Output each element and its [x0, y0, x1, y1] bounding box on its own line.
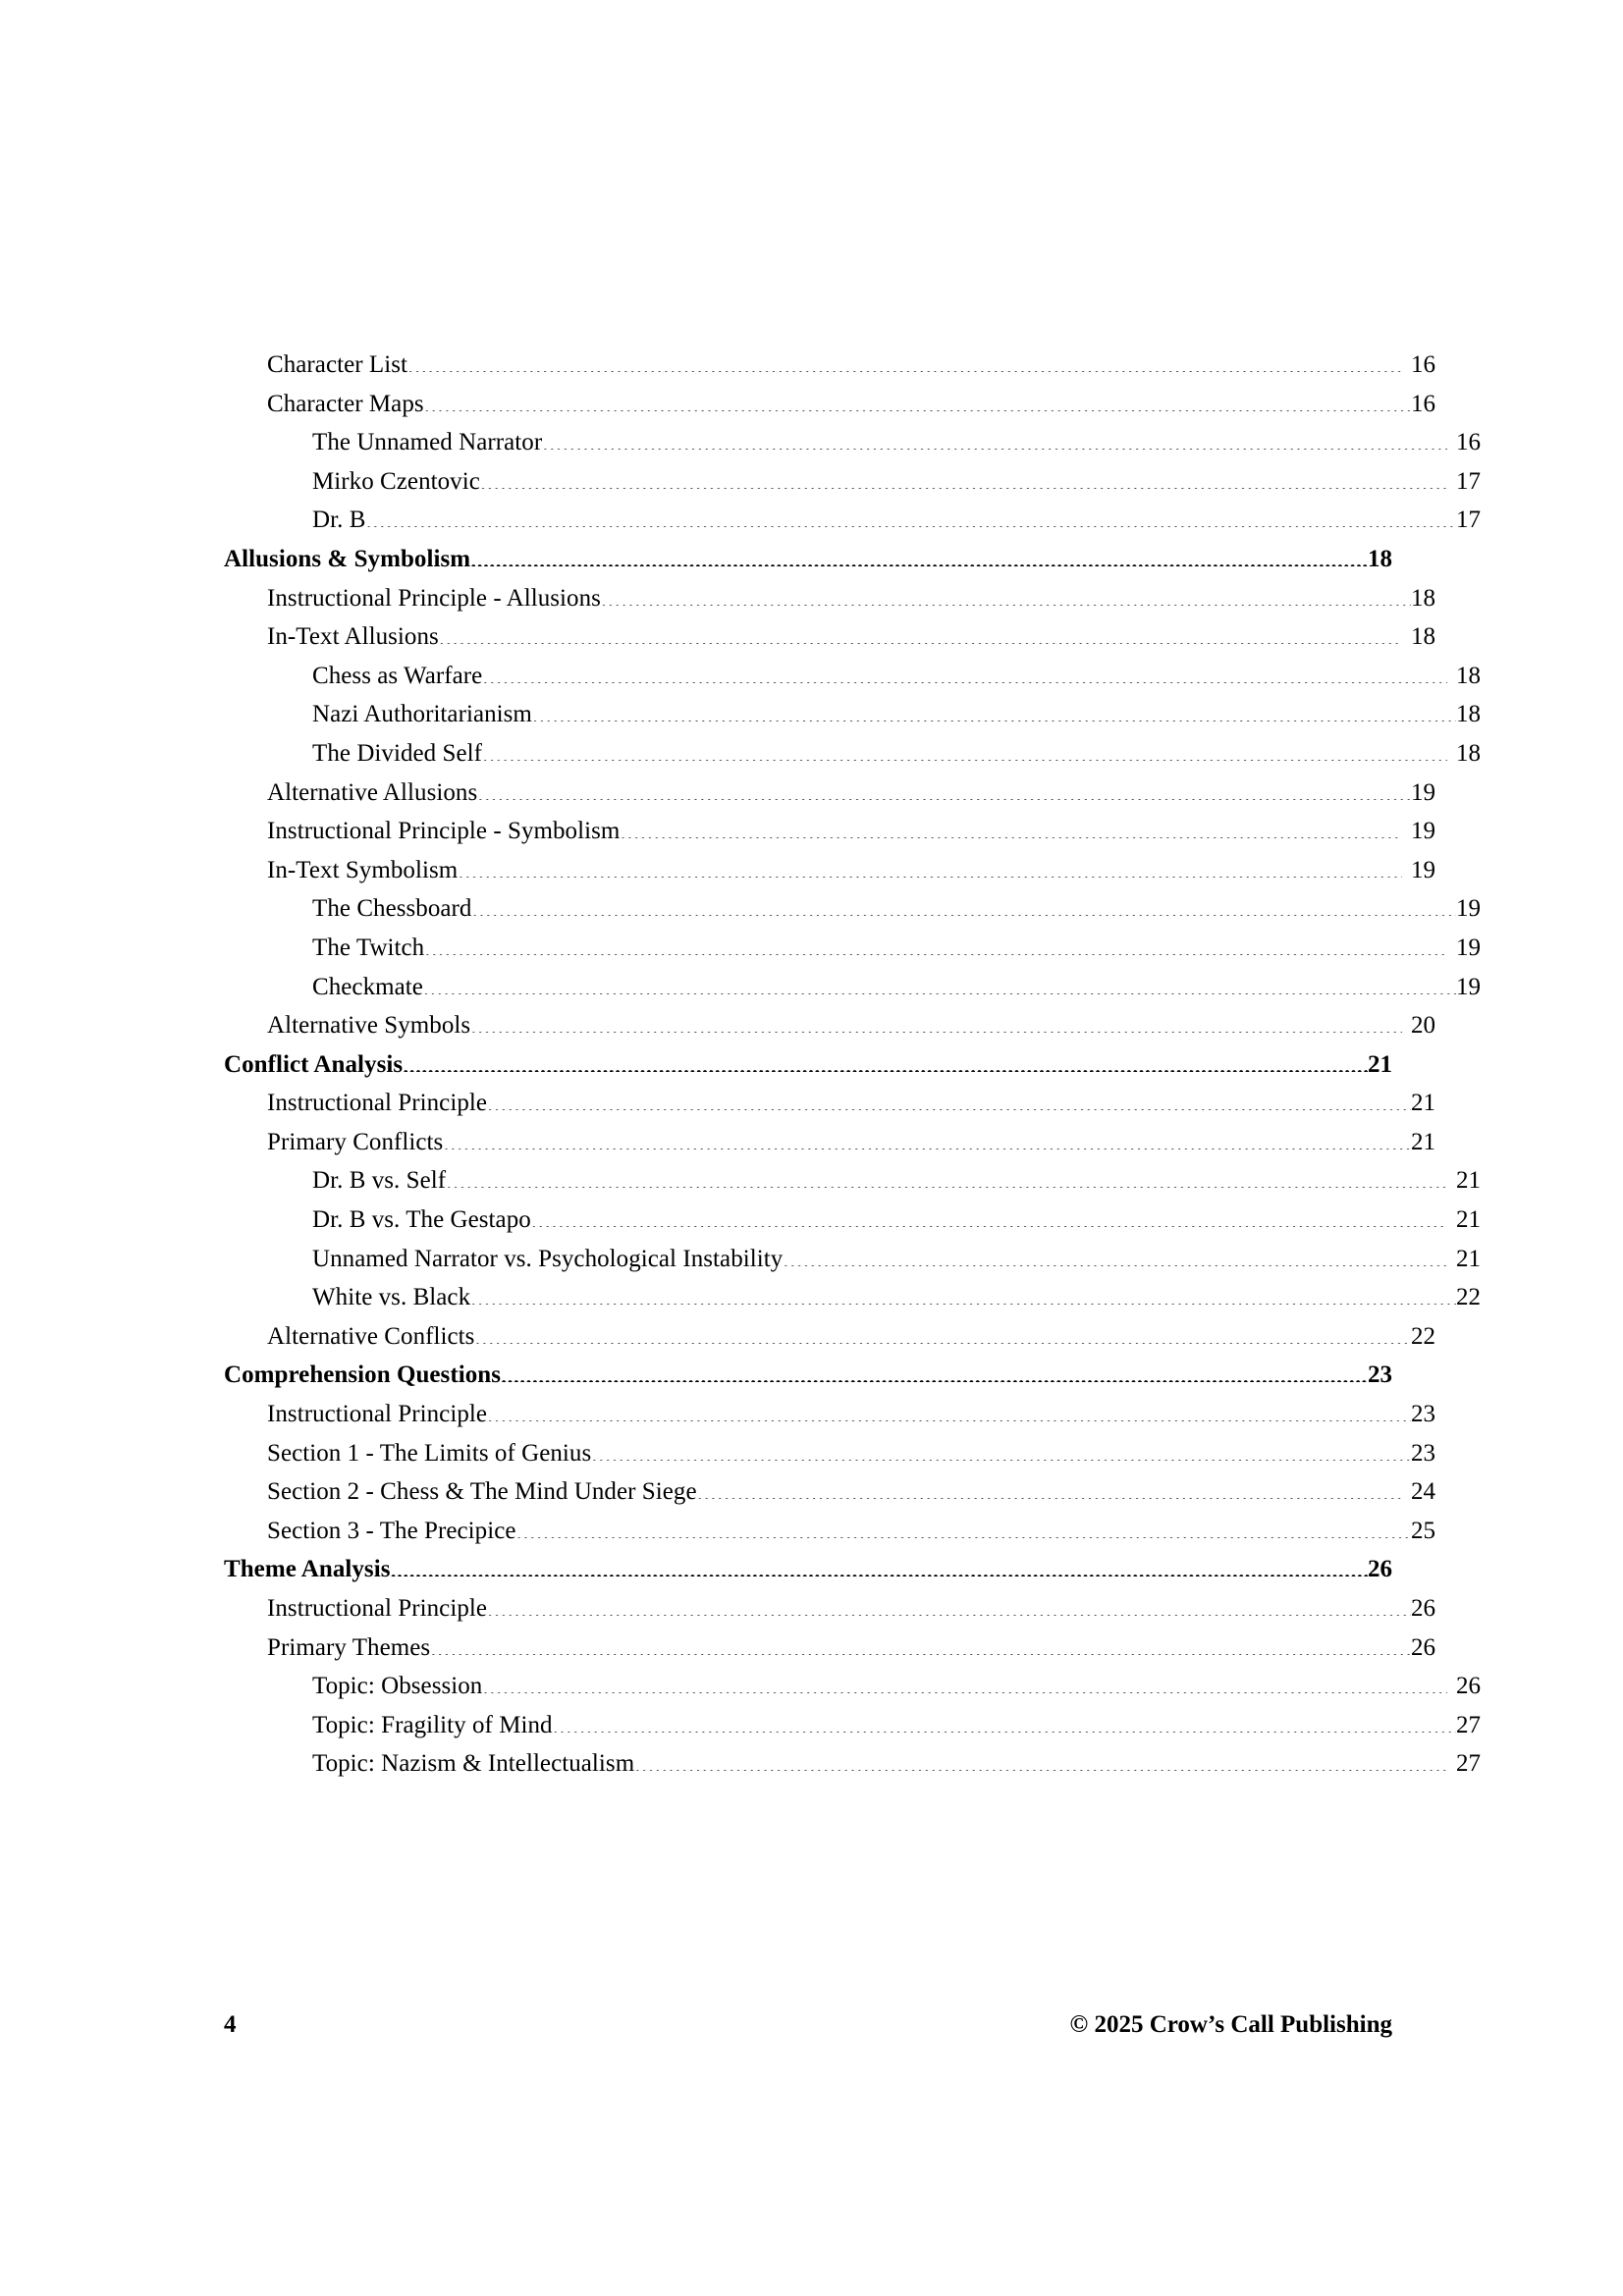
toc-entry[interactable] — [224, 1240, 1481, 1279]
toc-entry-title: The Twitch — [312, 934, 425, 961]
toc-entry[interactable] — [224, 851, 1435, 890]
toc-dot-leader — [424, 387, 1411, 411]
toc-entry-title: Section 1 - The Limits of Genius — [267, 1439, 592, 1467]
toc-entry-page-number: 27 — [1456, 1750, 1481, 1778]
toc-entry[interactable] — [224, 1123, 1435, 1162]
toc-entry[interactable] — [224, 1589, 1435, 1629]
toc-entry[interactable] — [224, 501, 1481, 540]
toc-entry-page-number: 21 — [1411, 1090, 1435, 1117]
toc-dot-leader — [446, 1163, 1447, 1188]
toc-entry-page-number: 16 — [1411, 390, 1435, 417]
toc-entry-page-number: 27 — [1456, 1711, 1481, 1738]
toc-entry-title: White vs. Black — [312, 1284, 471, 1311]
toc-entry-title: The Unnamed Narrator — [312, 429, 543, 456]
toc-dot-leader — [474, 1319, 1411, 1344]
toc-entry[interactable] — [224, 1706, 1481, 1745]
toc-entry[interactable] — [224, 617, 1435, 657]
toc-entry-page-number: 19 — [1411, 818, 1435, 845]
toc-dot-leader — [553, 1708, 1456, 1733]
toc-dot-leader — [542, 425, 1447, 450]
toc-entry-title: Conflict Analysis — [224, 1050, 404, 1078]
toc-entry-title: Instructional Principle — [267, 1401, 488, 1428]
toc-entry[interactable] — [224, 579, 1435, 618]
toc-entry[interactable] — [224, 734, 1481, 774]
toc-entry[interactable] — [224, 1161, 1481, 1201]
toc-entry[interactable] — [224, 1045, 1392, 1085]
toc-dot-leader — [531, 1202, 1447, 1227]
toc-entry-title: Instructional Principle — [267, 1595, 488, 1622]
toc-entry[interactable] — [224, 968, 1481, 1007]
toc-dot-leader — [783, 1242, 1447, 1266]
toc-entry-page-number: 18 — [1411, 623, 1435, 651]
toc-dot-leader — [439, 619, 1402, 644]
toc-dot-leader — [470, 1008, 1402, 1033]
toc-dot-leader — [443, 1125, 1411, 1149]
toc-entry-title: The Chessboard — [312, 895, 472, 923]
toc-entry-page-number: 18 — [1368, 545, 1392, 572]
toc-entry[interactable] — [224, 1667, 1481, 1706]
toc-entry[interactable] — [224, 1006, 1435, 1045]
toc-entry-page-number: 17 — [1456, 507, 1481, 534]
toc-entry-page-number: 26 — [1411, 1633, 1435, 1661]
toc-entry[interactable] — [224, 657, 1481, 696]
toc-entry-title: Character List — [267, 351, 407, 378]
toc-dot-leader — [601, 581, 1411, 606]
toc-entry[interactable] — [224, 1629, 1435, 1668]
toc-entry-title: Unnamed Narrator vs. Psychological Instability — [312, 1245, 784, 1272]
toc-entry-title: Character Maps — [267, 390, 424, 417]
toc-entry-page-number: 21 — [1456, 1167, 1481, 1195]
toc-entry-title: Instructional Principle - Symbolism — [267, 818, 621, 845]
toc-entry-page-number: 19 — [1456, 973, 1481, 1000]
toc-dot-leader — [482, 659, 1447, 683]
toc-entry-page-number: 18 — [1411, 584, 1435, 612]
toc-dot-leader — [482, 1669, 1447, 1693]
toc-dot-leader — [487, 1591, 1411, 1616]
toc-entry[interactable] — [224, 774, 1435, 813]
toc-entry[interactable] — [224, 695, 1481, 734]
toc-entry-title: Nazi Authoritarianism — [312, 701, 532, 728]
toc-entry-title: Alternative Conflicts — [267, 1322, 475, 1350]
page-footer — [224, 2008, 1392, 2042]
toc-dot-leader — [477, 775, 1411, 800]
toc-entry-page-number: 23 — [1411, 1401, 1435, 1428]
toc-entry-title: In-Text Symbolism — [267, 856, 459, 883]
toc-entry[interactable] — [224, 1317, 1435, 1357]
toc-entry[interactable] — [224, 423, 1481, 462]
toc-dot-leader — [501, 1358, 1368, 1382]
toc-entry-page-number: 18 — [1456, 739, 1481, 767]
toc-entry-title: Topic: Obsession — [312, 1673, 483, 1700]
toc-entry[interactable] — [224, 812, 1435, 851]
toc-entry-page-number: 21 — [1411, 1128, 1435, 1155]
toc-dot-leader — [470, 542, 1368, 566]
toc-dot-leader — [407, 347, 1402, 372]
toc-entry-title: Alternative Allusions — [267, 778, 478, 806]
toc-dot-leader — [390, 1552, 1368, 1576]
toc-entry-page-number: 16 — [1456, 429, 1481, 456]
toc-entry-title: Instructional Principle - Allusions — [267, 584, 601, 612]
toc-entry[interactable] — [224, 929, 1481, 968]
toc-entry-title: Section 3 - The Precipice — [267, 1517, 516, 1544]
toc-entry-title: Dr. B vs. The Gestapo — [312, 1206, 531, 1234]
toc-entry-title: Instructional Principle — [267, 1090, 488, 1117]
toc-dot-leader — [487, 1086, 1411, 1110]
toc-dot-leader — [634, 1746, 1447, 1771]
toc-entry-page-number: 21 — [1368, 1050, 1392, 1078]
toc-entry-title: The Divided Self — [312, 739, 482, 767]
toc-dot-leader — [532, 697, 1456, 721]
toc-entry-title: Comprehension Questions — [224, 1362, 501, 1389]
toc-entry[interactable] — [224, 462, 1481, 502]
toc-entry-page-number: 17 — [1456, 467, 1481, 495]
toc-entry-page-number: 21 — [1456, 1206, 1481, 1234]
toc-entry-title: Primary Conflicts — [267, 1128, 444, 1155]
toc-entry-page-number: 24 — [1411, 1478, 1435, 1506]
toc-entry-page-number: 19 — [1411, 856, 1435, 883]
toc-dot-leader — [620, 814, 1402, 838]
toc-entry[interactable] — [224, 1278, 1481, 1317]
toc-entry-title: Dr. B — [312, 507, 366, 534]
footer-page-number: 4 — [224, 2011, 237, 2038]
toc-entry[interactable] — [224, 1434, 1435, 1473]
toc-entry[interactable] — [224, 1744, 1481, 1784]
toc-entry-title: Topic: Nazism & Intellectualism — [312, 1750, 635, 1778]
toc-entry-page-number: 22 — [1456, 1284, 1481, 1311]
toc-entry-title: Section 2 - Chess & The Mind Under Siege — [267, 1478, 697, 1506]
toc-entry-title: Checkmate — [312, 973, 423, 1000]
toc-dot-leader — [458, 853, 1402, 878]
toc-entry[interactable] — [224, 1550, 1392, 1589]
toc-entry[interactable] — [224, 1201, 1481, 1240]
toc-dot-leader — [424, 931, 1447, 955]
toc-entry-page-number: 16 — [1411, 351, 1435, 378]
toc-entry-page-number: 19 — [1411, 778, 1435, 806]
toc-entry[interactable] — [224, 1356, 1392, 1395]
toc-entry-page-number: 19 — [1456, 895, 1481, 923]
toc-entry-title: Mirko Czentovic — [312, 467, 480, 495]
toc-entry[interactable] — [224, 385, 1435, 424]
toc-entry-title: In-Text Allusions — [267, 623, 439, 651]
toc-entry[interactable] — [224, 1512, 1435, 1551]
toc-entry-page-number: 18 — [1456, 701, 1481, 728]
toc-entry-title: Topic: Fragility of Mind — [312, 1711, 553, 1738]
toc-dot-leader — [423, 970, 1456, 994]
toc-dot-leader — [480, 464, 1447, 489]
toc-entry-page-number: 22 — [1411, 1322, 1435, 1350]
toc-entry[interactable] — [224, 1472, 1435, 1512]
toc-entry-page-number: 26 — [1411, 1595, 1435, 1622]
toc-dot-leader — [482, 736, 1447, 761]
toc-dot-leader — [697, 1474, 1402, 1499]
toc-entry-page-number: 21 — [1456, 1245, 1481, 1272]
toc-entry-title: Dr. B vs. Self — [312, 1167, 447, 1195]
toc-dot-leader — [430, 1630, 1411, 1655]
footer-copyright: © 2025 Crow’s Call Publishing — [1069, 2011, 1392, 2038]
toc-entry-title: Primary Themes — [267, 1633, 431, 1661]
toc-entry-page-number: 26 — [1368, 1556, 1392, 1583]
toc-dot-leader — [365, 503, 1456, 527]
toc-entry-page-number: 19 — [1456, 934, 1481, 961]
toc-entry[interactable] — [224, 540, 1392, 579]
toc-entry-title: Chess as Warfare — [312, 662, 483, 689]
table-of-contents — [224, 346, 1481, 1784]
toc-entry[interactable] — [224, 889, 1481, 929]
toc-entry-title: Alternative Symbols — [267, 1012, 471, 1040]
toc-dot-leader — [591, 1436, 1411, 1461]
toc-entry[interactable] — [224, 1395, 1435, 1434]
toc-entry[interactable] — [224, 1084, 1435, 1123]
toc-entry-title: Theme Analysis — [224, 1556, 391, 1583]
toc-dot-leader — [487, 1397, 1411, 1421]
toc-dot-leader — [403, 1047, 1368, 1072]
toc-entry-page-number: 18 — [1456, 662, 1481, 689]
toc-entry-page-number: 20 — [1411, 1012, 1435, 1040]
toc-entry-title: Allusions & Symbolism — [224, 545, 471, 572]
toc-entry-page-number: 26 — [1456, 1673, 1481, 1700]
toc-dot-leader — [470, 1280, 1456, 1305]
toc-entry-page-number: 25 — [1411, 1517, 1435, 1544]
toc-entry[interactable] — [224, 346, 1435, 385]
toc-entry-page-number: 23 — [1368, 1362, 1392, 1389]
toc-dot-leader — [471, 891, 1456, 916]
toc-entry-page-number: 23 — [1411, 1439, 1435, 1467]
toc-dot-leader — [515, 1514, 1411, 1538]
